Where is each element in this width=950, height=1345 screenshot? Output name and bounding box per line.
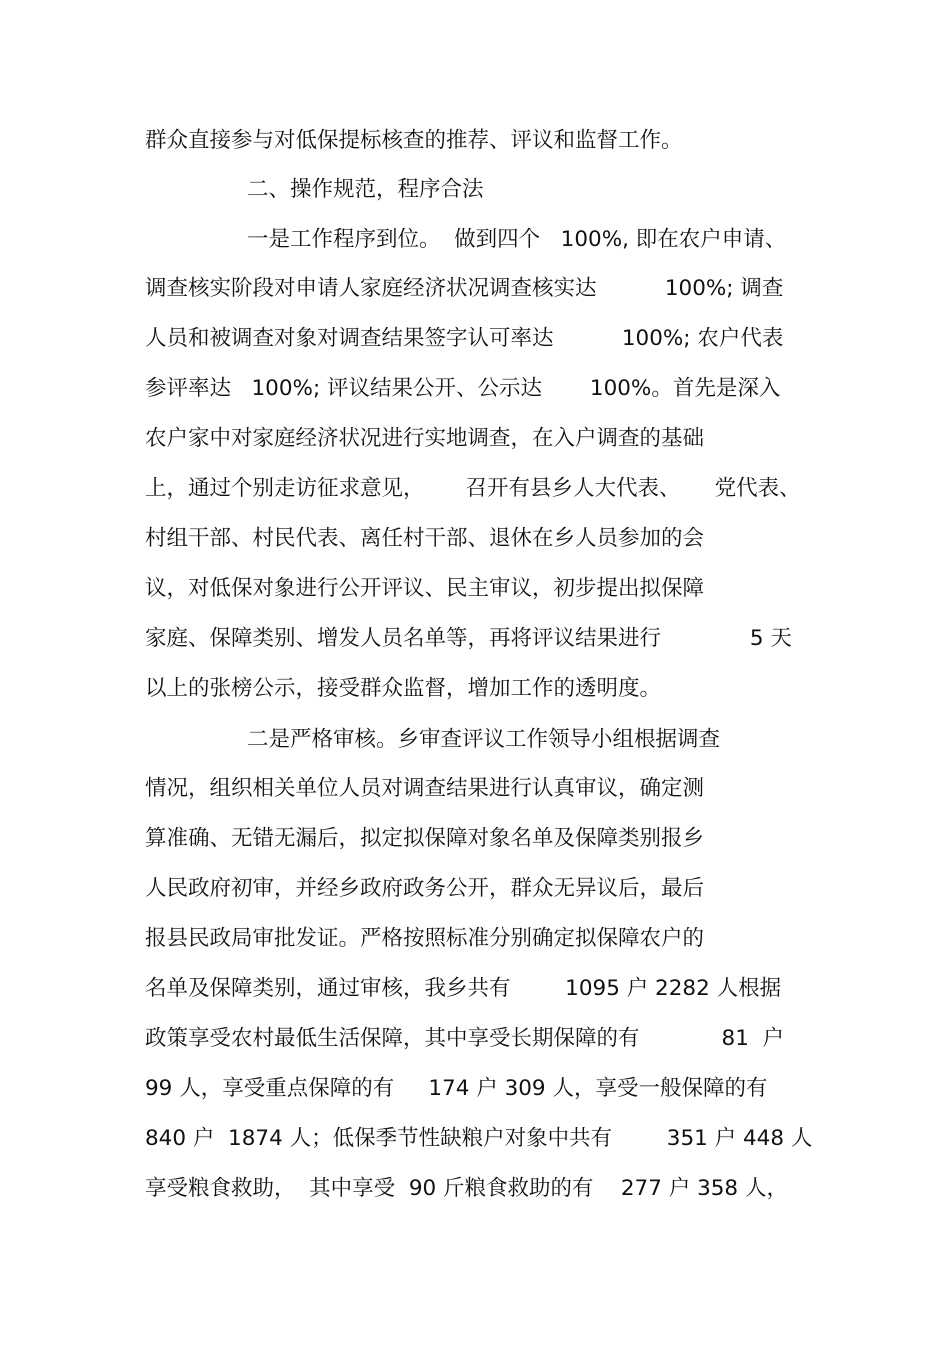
paragraph-line: 人民政府初审，并经乡政府政务公开，群众无异议后，最后 — [145, 876, 705, 901]
paragraph-line: 议，对低保对象进行公开评议、民主审议，初步提出拟保障 — [145, 576, 705, 601]
paragraph-line: 二是严格审核。乡审查评议工作领导小组根据调查 — [247, 727, 721, 752]
paragraph-line: 群众直接参与对低保提标核查的推荐、评议和监督工作。 — [145, 128, 683, 153]
paragraph-line: 上，通过个别走访征求意见， 召开有县乡人大代表、 党代表、 — [145, 476, 801, 501]
paragraph-line: 算准确、无错无漏后，拟定拟保障对象名单及保障类别报乡 — [145, 826, 705, 851]
paragraph-line: 名单及保障类别，通过审核，我乡共有 1095 户 2282 人根据 — [145, 976, 782, 1001]
paragraph-line: 840 户 1874 人；低保季节性缺粮户对象中共有 351 户 448 人 — [145, 1126, 813, 1151]
paragraph-line: 农户家中对家庭经济状况进行实地调查，在入户调查的基础 — [145, 426, 705, 451]
paragraph-line: 享受粮食救助， 其中享受 90 斤粮食救助的有 277 户 358 人， — [145, 1176, 788, 1201]
paragraph-line: 一是工作程序到位。 做到四个 100%, 即在农户申请、 — [247, 227, 787, 252]
paragraph-line: 以上的张榜公示，接受群众监督，增加工作的透明度。 — [145, 676, 662, 701]
paragraph-line: 参评率达 100%; 评议结果公开、公示达 100%。首先是深入 — [145, 376, 781, 401]
paragraph-line: 村组干部、村民代表、离任村干部、退休在乡人员参加的会 — [145, 526, 705, 551]
paragraph-line: 情况，组织相关单位人员对调查结果进行认真审议，确定测 — [145, 776, 705, 801]
paragraph-line: 调查核实阶段对申请人家庭经济状况调查核实达 100%; 调查 — [145, 276, 784, 301]
paragraph-line: 政策享受农村最低生活保障，其中享受长期保障的有 81 户 — [145, 1026, 785, 1051]
paragraph-line: 99 人，享受重点保障的有 174 户 309 人，享受一般保障的有 — [145, 1076, 768, 1101]
paragraph-line: 人员和被调查对象对调查结果签字认可率达 100%; 农户代表 — [145, 326, 784, 351]
section-heading: 二、操作规范，程序合法 — [247, 177, 484, 202]
paragraph-line: 家庭、保障类别、增发人员名单等，再将评议结果进行 5 天 — [145, 626, 792, 651]
paragraph-line: 报县民政局审批发证。严格按照标准分别确定拟保障农户的 — [145, 926, 705, 951]
